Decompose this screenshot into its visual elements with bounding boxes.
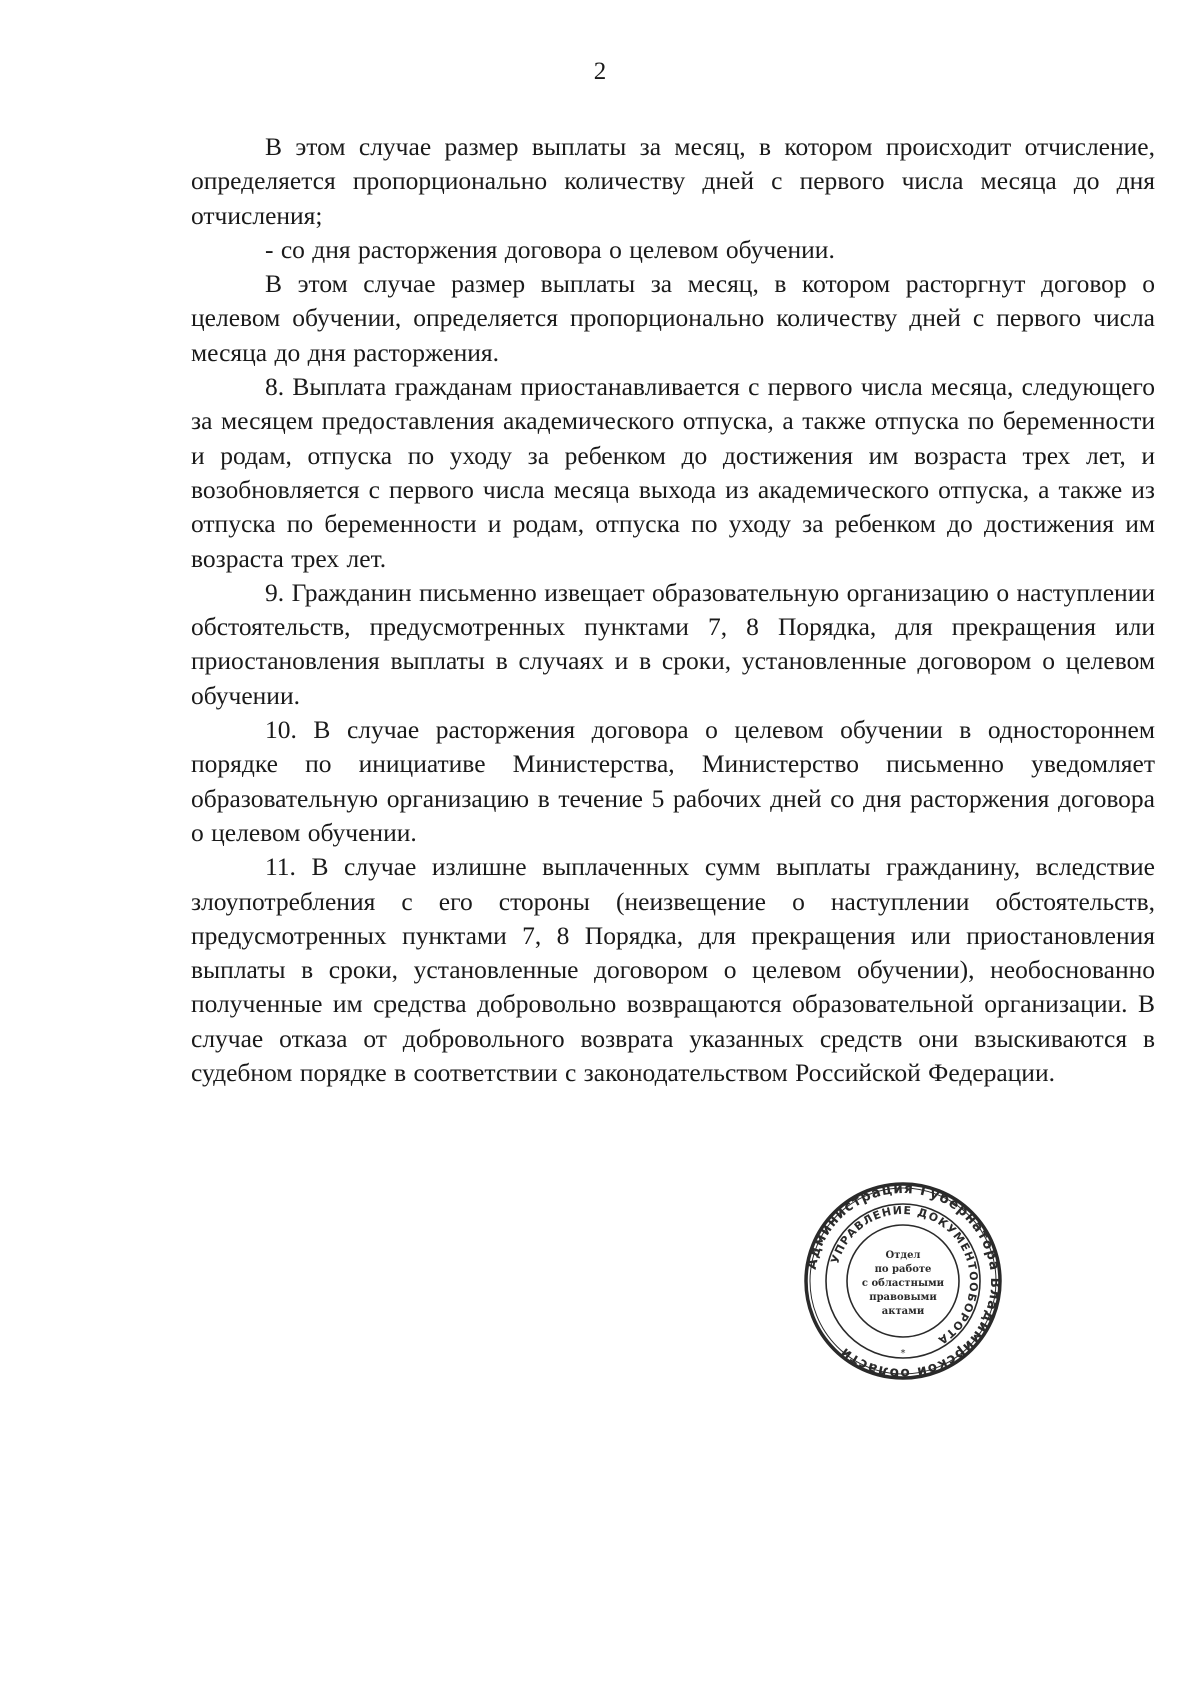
paragraph-7-continuation-expulsion: В этом случае размер выплаты за месяц, в котором происходит отчисление, определяется пропорционально количеству дней с первого числа месяца до дня отчисления; [191, 132, 1155, 230]
stamp-center-text [862, 1250, 945, 1317]
stamp-inner-text: УПРАВЛЕНИЕ ДОКУМЕНТООБОРОТА [828, 1203, 981, 1348]
stamp-center-line-3: с областными [861, 1278, 945, 1289]
official-stamp-graphic [803, 1181, 1003, 1381]
paragraph-9: 9. Гражданин письменно извещает образовательную организацию о наступлении обстоятельств, предусмотренных пунктами 7, 8 Порядка, для прекращения или приостановления выплаты в случаях и в сроки, установленные договором о целевом обучении. [191, 577, 1155, 710]
stamp-center-line-5: актами [881, 1306, 925, 1317]
page-number: 2 [593, 58, 607, 85]
stamp-center-line-1: Отдел [885, 1250, 921, 1261]
stamp-star-mark: * [900, 1348, 906, 1359]
paragraph-11: 11. В случае излишне выплаченных сумм выплаты гражданину, вследствие злоупотребления с его стороны (неизвещение о наступлении обстоятельств, предусмотренных пунктами 7, 8 Порядка, для прекращения или приостановления выплаты в сроки, установленные договором о целевом обучении), необоснованно полученные им средства добровольно возвращаются образовательной организации. В случае отказа от добровольного возврата указанных средств они взыскиваются в судебном порядке в соответствии с законодательством Российской Федерации. [191, 852, 1155, 1088]
paragraph-7-termination-item: - со дня расторжения договора о целевом обучении. [265, 234, 835, 264]
paragraph-7-termination-calculation: В этом случае размер выплаты за месяц, в котором расторгнут договор о целевом обучении, определяется пропорционально количеству дней с первого числа месяца до дня расторжения. [191, 269, 1155, 367]
stamp-center-line-2: по работе [874, 1264, 932, 1275]
official-stamp [803, 1181, 1003, 1381]
document-body [191, 130, 1155, 1090]
stamp-outer-text: Администрация Губернатора Владимирской области [803, 1181, 1003, 1381]
paragraph-10: 10. В случае расторжения договора о целевом обучении в одностороннем порядке по инициативе Министерства, Министерство письменно уведомляет образовательную организацию в течение 5 рабочих дней со дня расторжения договора о целевом обучении. [191, 715, 1155, 847]
paragraph-8: 8. Выплата гражданам приостанавливается с первого числа месяца, следующего за месяцем предоставления академического отпуска, а также отпуска по беременности и родам, отпуска по уходу за ребенком до достижения им возраста трех лет, и возобновляется с первого числа месяца выхода из академического отпуска, а также из отпуска по беременности и родам, отпуска по уходу за ребенком до достижения им возраста трех лет. [191, 372, 1155, 573]
stamp-center-line-4: правовыми [869, 1292, 937, 1303]
